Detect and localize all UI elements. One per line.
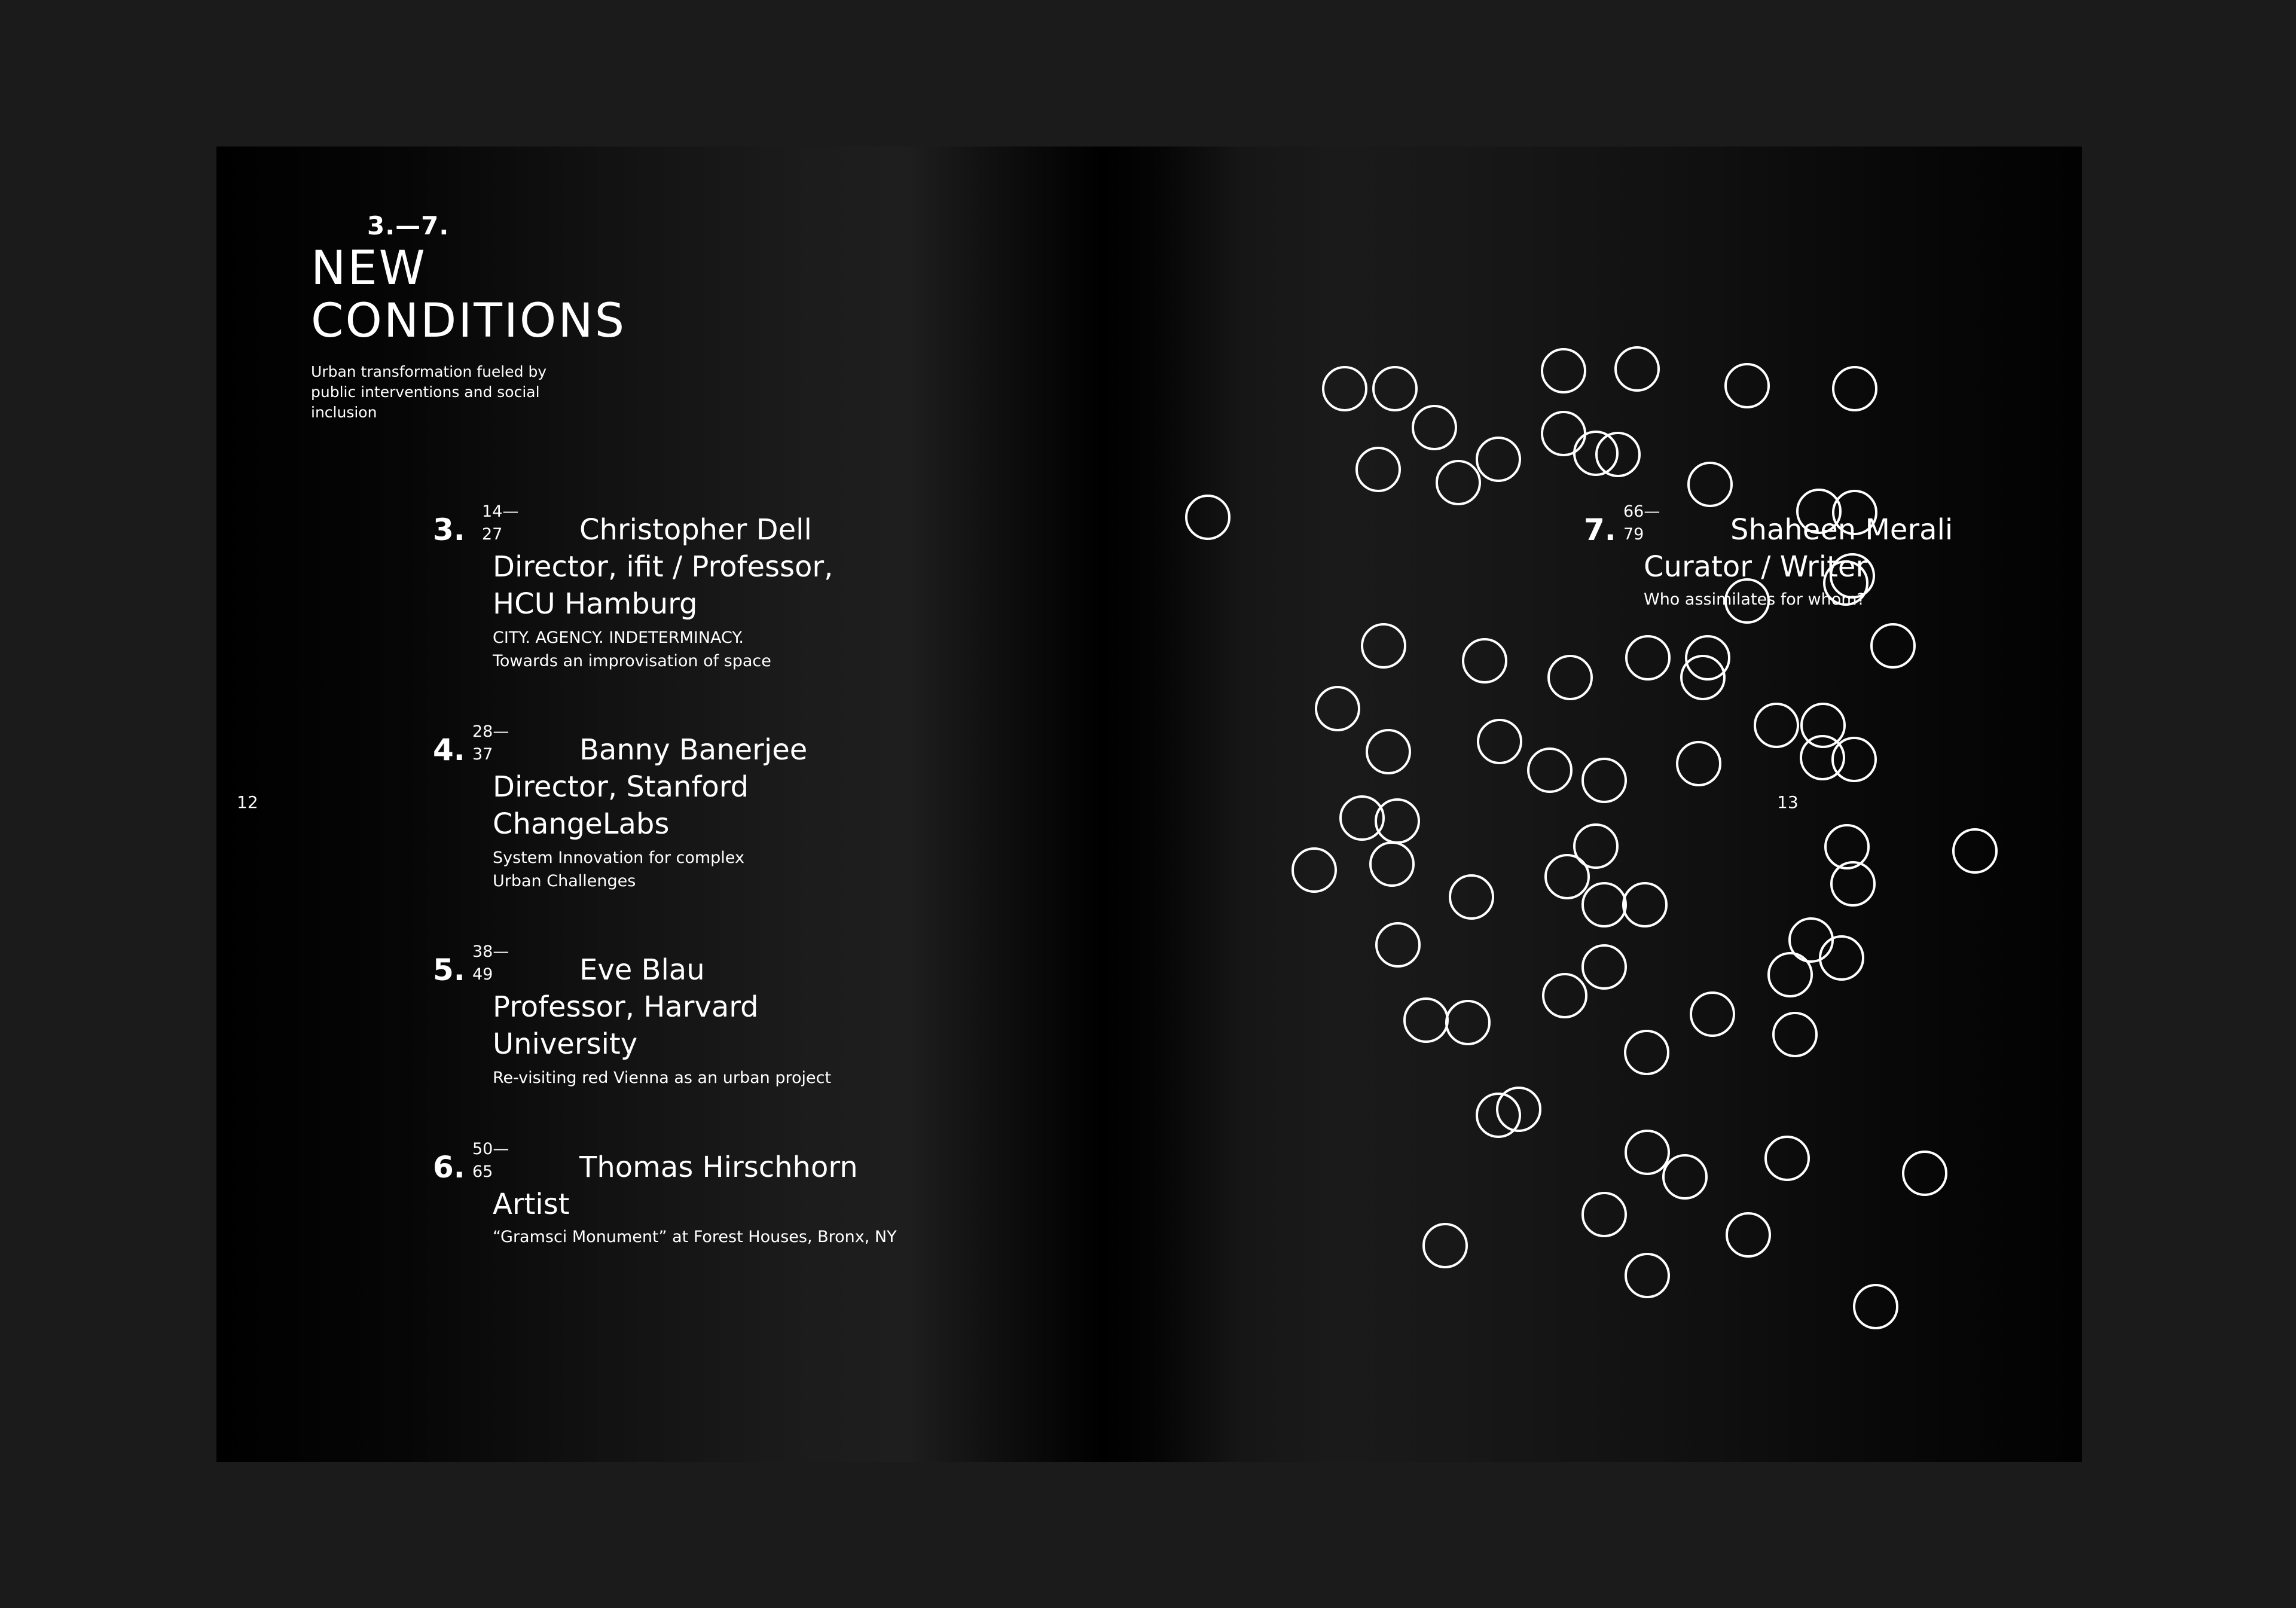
- role-line: Curator / Writer: [1644, 550, 1868, 584]
- pattern-circle: [1766, 1137, 1809, 1180]
- role-line: Director, ifit / Professor,: [493, 550, 833, 584]
- pattern-circle: [1726, 579, 1769, 623]
- pattern-circle: [1854, 1285, 1897, 1328]
- section-title-line: NEW: [311, 242, 427, 295]
- pattern-circle: [1831, 862, 1874, 905]
- pattern-circle: [1546, 855, 1589, 898]
- pattern-circle: [1293, 849, 1336, 892]
- pages-from: 50—: [472, 1140, 509, 1158]
- pages-from: 38—: [472, 942, 509, 961]
- entry-number: 4.: [433, 733, 465, 767]
- entry-number: 3.: [433, 512, 465, 547]
- role-line: University: [493, 1027, 638, 1061]
- page-number-right: 13: [1777, 792, 1799, 812]
- pages-from: 14—: [482, 502, 519, 521]
- pattern-circle: [1833, 738, 1876, 781]
- pattern-circle: [1583, 1193, 1626, 1236]
- pattern-circle: [1373, 367, 1416, 410]
- pattern-circle: [1316, 687, 1359, 730]
- pattern-circle: [1477, 438, 1520, 481]
- pages-to: 37: [472, 745, 493, 764]
- pattern-circle: [1357, 448, 1400, 491]
- pattern-circle: [1583, 945, 1626, 988]
- pattern-circle: [1437, 461, 1480, 504]
- pattern-circle: [1953, 829, 1996, 872]
- pattern-circle: [1463, 639, 1506, 682]
- pages-to: 49: [472, 965, 493, 984]
- pattern-circle: [1626, 636, 1669, 679]
- pattern-circle: [1413, 406, 1456, 449]
- pages-to: 27: [482, 525, 503, 544]
- entry-number: 6.: [433, 1150, 465, 1185]
- pages-from: 66—: [1623, 502, 1660, 521]
- pattern-circle: [1689, 463, 1732, 506]
- pattern-circle: [1542, 412, 1585, 455]
- role-line: ChangeLabs: [493, 807, 670, 841]
- pattern-circle: [1478, 720, 1521, 763]
- pattern-circle: [1663, 1155, 1706, 1198]
- pattern-circle: [1677, 742, 1720, 785]
- role-line: Professor, Harvard: [493, 990, 759, 1024]
- speaker-name: Thomas Hirschhorn: [579, 1151, 858, 1184]
- pattern-circle: [1186, 496, 1229, 539]
- speaker-name: Shaheen Merali: [1730, 513, 1953, 547]
- role-line: Director, Stanford: [493, 770, 749, 804]
- talk-line: Towards an improvisation of space: [493, 652, 771, 670]
- pattern-circle: [1623, 883, 1666, 926]
- talk-line: Urban Challenges: [493, 872, 636, 890]
- pattern-circle: [1691, 993, 1734, 1036]
- speaker-name: Banny Banerjee: [579, 733, 808, 767]
- pattern-circle: [1424, 1224, 1467, 1267]
- pages-from: 28—: [472, 722, 509, 741]
- pattern-circle: [1367, 730, 1410, 773]
- talk-line: “Gramsci Monument” at Forest Houses, Bronx, NY: [493, 1228, 897, 1246]
- pattern-circle: [1362, 624, 1405, 667]
- circle-pattern: [216, 147, 2082, 1462]
- pattern-circle: [1370, 843, 1413, 886]
- pattern-circle: [1903, 1152, 1946, 1195]
- pattern-circle: [1833, 367, 1876, 410]
- pattern-circle: [1825, 825, 1868, 868]
- section-number: 3.—7.: [367, 211, 450, 240]
- pattern-circle: [1755, 704, 1798, 747]
- role-line: HCU Hamburg: [493, 587, 698, 621]
- pattern-circle: [1626, 1254, 1669, 1297]
- pattern-circle: [1450, 875, 1493, 919]
- pattern-circle: [1616, 347, 1659, 390]
- pattern-circle: [1726, 364, 1769, 407]
- subtitle-line: public interventions and social: [311, 383, 540, 401]
- pattern-circle: [1831, 554, 1874, 597]
- pattern-circle: [1405, 999, 1448, 1042]
- pattern-circle: [1323, 367, 1366, 410]
- pattern-circle: [1528, 749, 1571, 792]
- pattern-circle: [1773, 1013, 1816, 1056]
- speaker-name: Christopher Dell: [579, 513, 812, 547]
- entry-number: 7.: [1584, 512, 1616, 547]
- talk-line: Re-visiting red Vienna as an urban project: [493, 1069, 832, 1087]
- pages-to: 65: [472, 1162, 493, 1181]
- talk-line: Who assimilates for whom?: [1644, 590, 1866, 609]
- pattern-circle: [1376, 923, 1419, 966]
- pattern-circle: [1727, 1213, 1770, 1256]
- pattern-circle: [1769, 953, 1812, 996]
- pattern-circle: [1542, 349, 1585, 392]
- pattern-circle: [1626, 1131, 1669, 1174]
- pattern-circle: [1583, 759, 1626, 802]
- subtitle-line: inclusion: [311, 404, 377, 421]
- pages-to: 79: [1623, 525, 1644, 544]
- speaker-name: Eve Blau: [579, 953, 705, 987]
- page-number-left: 12: [237, 792, 258, 812]
- pattern-circle: [1820, 936, 1863, 980]
- role-line: Artist: [493, 1188, 570, 1221]
- pattern-circle: [1549, 656, 1592, 699]
- pattern-circle: [1625, 1031, 1668, 1074]
- talk-line: CITY. AGENCY. INDETERMINACY.: [493, 628, 744, 647]
- subtitle-line: Urban transformation fueled by: [311, 363, 547, 380]
- talk-line: System Innovation for complex: [493, 849, 744, 867]
- entry-number: 5.: [433, 953, 465, 987]
- pattern-circle: [1871, 624, 1915, 667]
- pattern-circle: [1583, 883, 1626, 926]
- pattern-circle: [1824, 562, 1867, 605]
- magazine-spread: [216, 147, 2082, 1462]
- pattern-circle: [1543, 974, 1586, 1017]
- section-title-line: CONDITIONS: [311, 294, 627, 348]
- pattern-circle: [1446, 1001, 1489, 1044]
